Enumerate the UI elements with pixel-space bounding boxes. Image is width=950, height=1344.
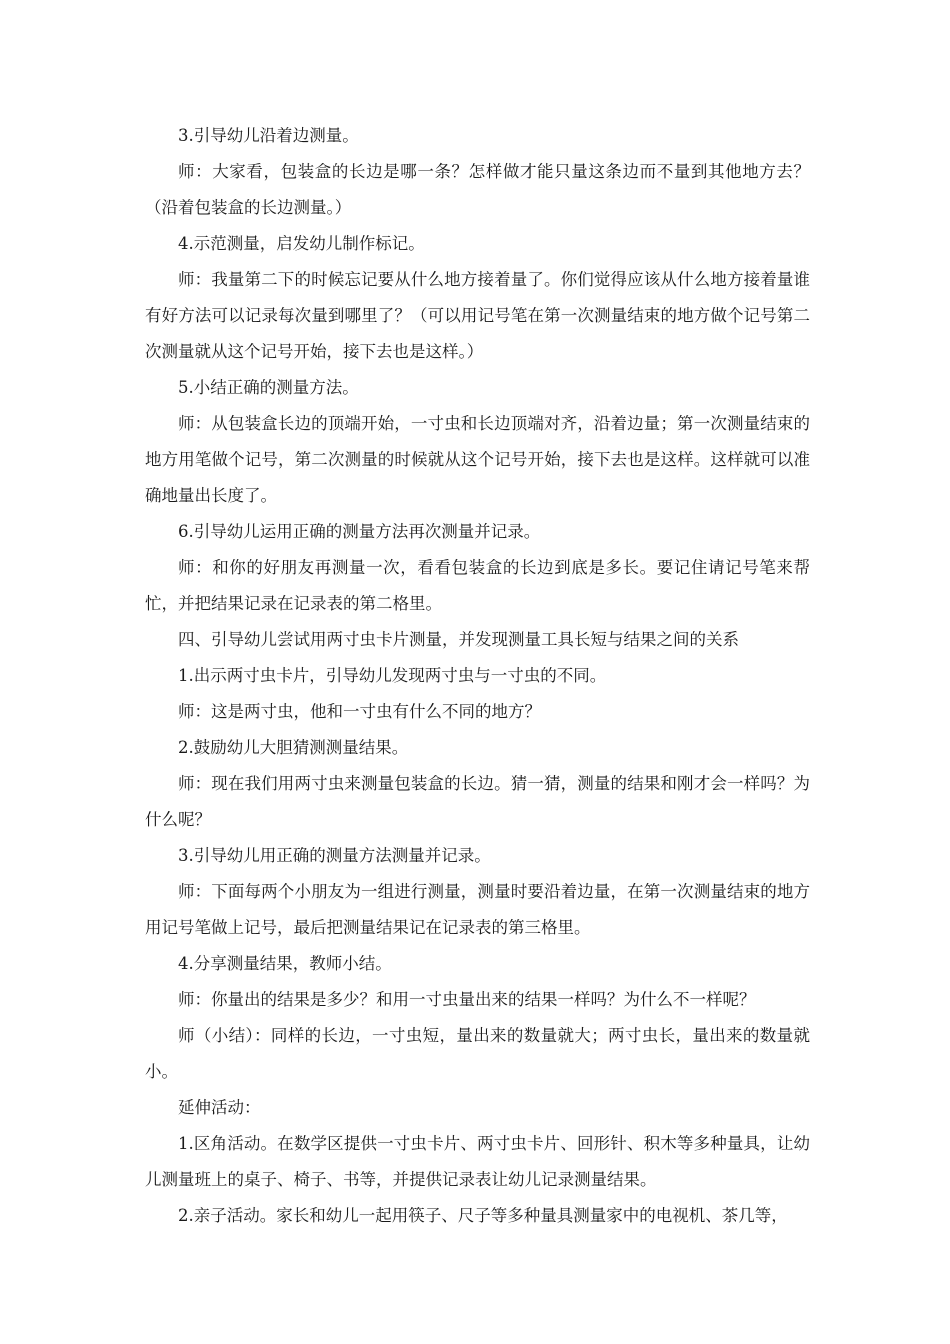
teacher-dialogue: 师：这是两寸虫，他和一寸虫有什么不同的地方？: [178, 702, 541, 721]
teacher-dialogue: 师：你量出的结果是多少？和用一寸虫量出来的结果一样吗？为什么不一样呢？: [178, 990, 756, 1009]
step-heading: 4.示范测量，启发幼儿制作标记。: [178, 234, 425, 253]
step-heading: 1.出示两寸虫卡片，引导幼儿发现两寸虫与一寸虫的不同。: [178, 666, 607, 685]
teacher-summary: 师（小结）：同样的长边，一寸虫短，量出来的数量就大；两寸虫长，量出来的数量就小。: [145, 1026, 810, 1081]
teacher-dialogue: 师：我量第二下的时候忘记要从什么地方接着量了。你们觉得应该从什么地方接着量谁有好方法可以记录每次量到哪里了？（可以用记号笔在第一次测量结束的地方做个记号第二次测量就从这个记号开始，接下去也是这样。）: [145, 270, 810, 361]
step-heading: 3.引导幼儿沿着边测量。: [178, 126, 359, 145]
teacher-dialogue: 师：下面每两个小朋友为一组进行测量，测量时要沿着边量，在第一次测量结束的地方用记号笔做上记号，最后把测量结果记在记录表的第三格里。: [145, 882, 810, 937]
step-heading: 6.引导幼儿运用正确的测量方法再次测量并记录。: [178, 522, 541, 541]
extension-item: 2.亲子活动。家长和幼儿一起用筷子、尺子等多种量具测量家中的电视机、茶几等，: [178, 1206, 788, 1225]
extension-heading: 延伸活动：: [178, 1098, 261, 1117]
teacher-dialogue: 师：大家看，包装盒的长边是哪一条？怎样做才能只量这条边而不量到其他地方去？（沿着包装盒的长边测量。）: [145, 162, 810, 217]
extension-item: 1.区角活动。在数学区提供一寸虫卡片、两寸虫卡片、回形针、积木等多种量具，让幼儿测量班上的桌子、椅子、书等，并提供记录表让幼儿记录测量结果。: [145, 1134, 810, 1189]
teacher-dialogue: 师：现在我们用两寸虫来测量包装盒的长边。猜一猜，测量的结果和刚才会一样吗？为什么呢？: [145, 774, 810, 829]
document-page: [145, 118, 810, 1234]
step-heading: 3.引导幼儿用正确的测量方法测量并记录。: [178, 846, 491, 865]
section-heading: 四、引导幼儿尝试用两寸虫卡片测量，并发现测量工具长短与结果之间的关系: [178, 630, 739, 649]
step-heading: 5.小结正确的测量方法。: [178, 378, 359, 397]
step-heading: 2.鼓励幼儿大胆猜测测量结果。: [178, 738, 409, 757]
teacher-dialogue: 师：从包装盒长边的顶端开始，一寸虫和长边顶端对齐，沿着边量；第一次测量结束的地方用笔做个记号，第二次测量的时候就从这个记号开始，接下去也是这样。这样就可以准确地量出长度了。: [145, 414, 810, 505]
step-heading: 4.分享测量结果，教师小结。: [178, 954, 392, 973]
teacher-dialogue: 师：和你的好朋友再测量一次，看看包装盒的长边到底是多长。要记住请记号笔来帮忙，并把结果记录在记录表的第二格里。: [145, 558, 810, 613]
